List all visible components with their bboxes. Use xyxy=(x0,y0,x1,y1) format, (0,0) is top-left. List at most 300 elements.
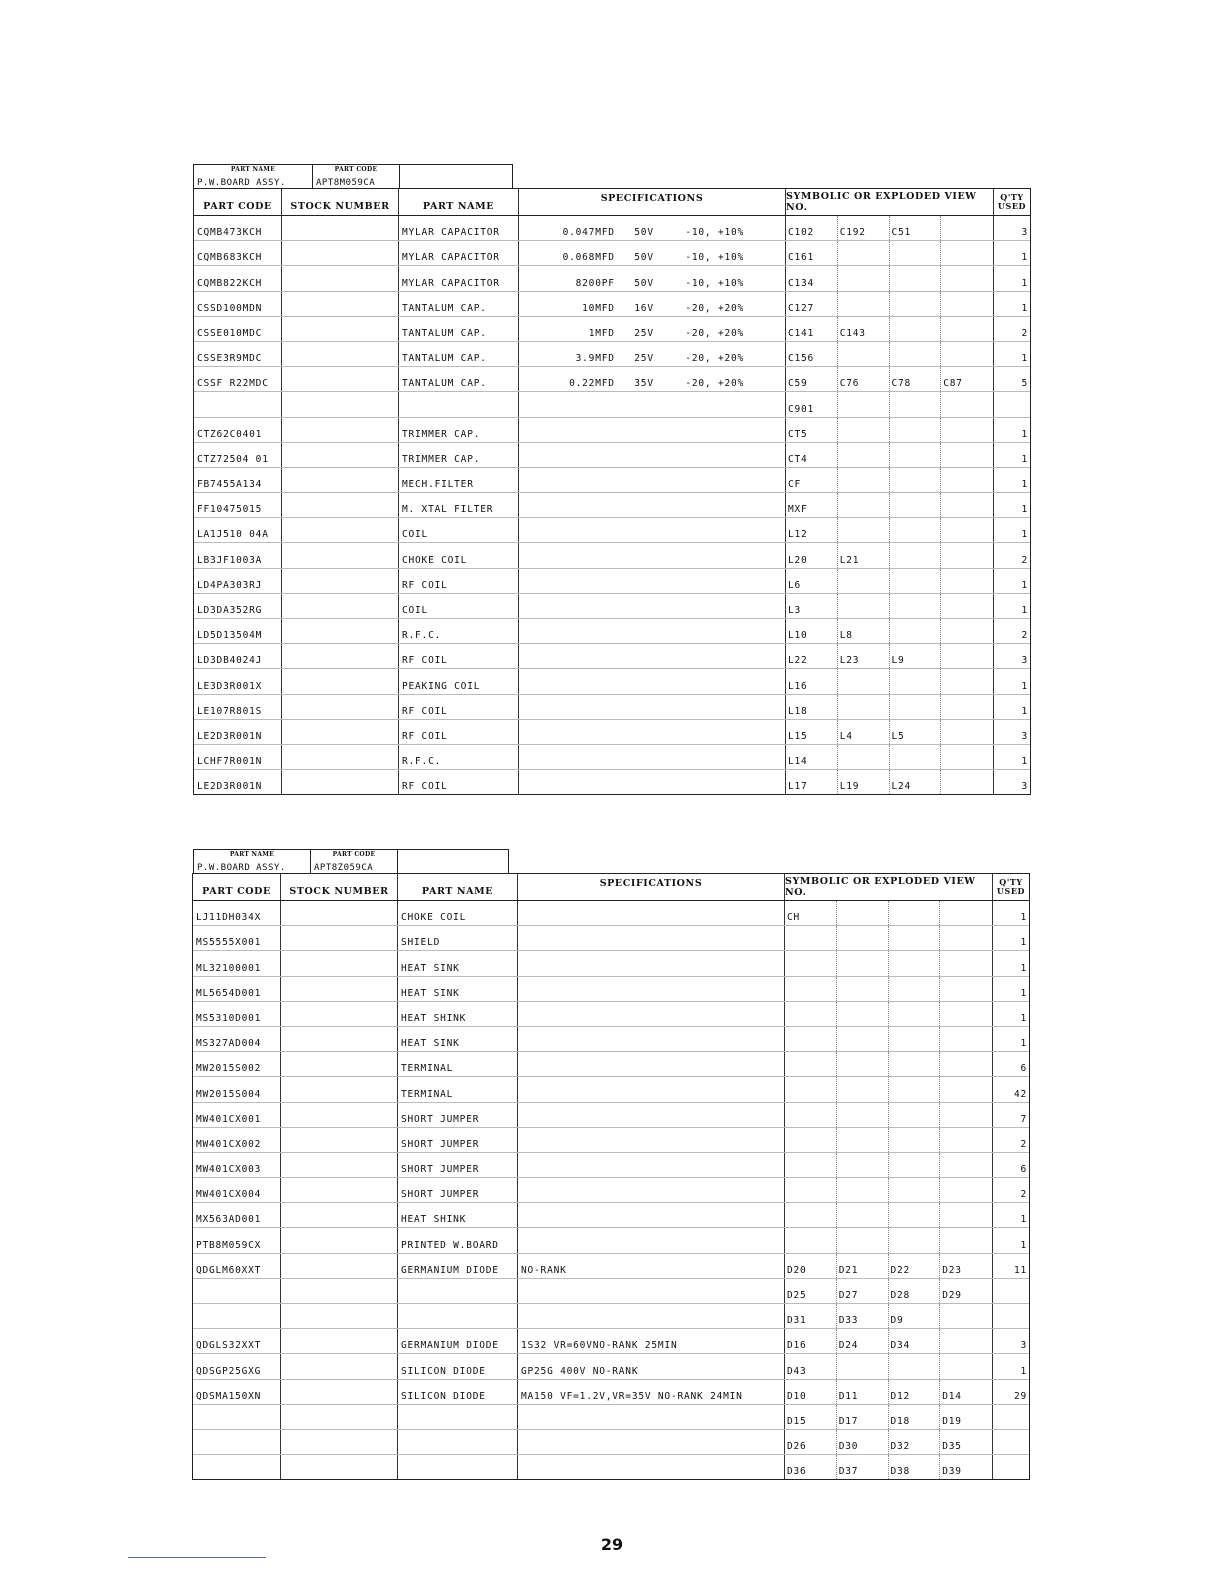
part-name-cell: M. XTAL FILTER xyxy=(399,493,519,517)
symbolic-cell xyxy=(786,216,994,240)
assy-part-name: P.W.BOARD ASSY. xyxy=(197,178,286,188)
symbol-group xyxy=(785,1052,992,1076)
specification-cell xyxy=(518,1354,785,1378)
stock-number-cell xyxy=(282,241,399,265)
symbol-ref xyxy=(889,1103,941,1127)
symbol-ref xyxy=(785,1052,837,1076)
stock-number-cell xyxy=(282,518,399,542)
table-row xyxy=(193,1178,1029,1203)
table-row xyxy=(194,317,1030,342)
specification-cell xyxy=(518,1002,785,1026)
part-code-cell: LE107R801S xyxy=(194,695,282,719)
spec-part: -20, +20% xyxy=(685,302,745,314)
symbol-ref xyxy=(889,1228,941,1252)
symbol-ref xyxy=(941,619,993,643)
symbol-ref xyxy=(940,1128,992,1152)
part-name-cell: HEAT SINK xyxy=(398,951,518,975)
col-part-name: PART NAME xyxy=(398,874,518,900)
table-row xyxy=(193,1279,1029,1304)
part-code-cell: ML32100001 xyxy=(193,951,281,975)
symbolic-cell xyxy=(786,493,994,517)
table-row xyxy=(193,1304,1029,1329)
part-code-cell: CQMB822KCH xyxy=(194,266,282,290)
spec-part: 25V xyxy=(634,353,654,365)
part-name-cell: HEAT SHINK xyxy=(398,1203,518,1227)
stock-number-cell xyxy=(281,1203,398,1227)
specification-cell xyxy=(519,317,786,341)
symbolic-cell xyxy=(786,594,994,618)
specification-cell xyxy=(519,216,786,240)
qty-cell xyxy=(993,1279,1029,1303)
specification-cell xyxy=(518,1027,785,1051)
stock-number-cell xyxy=(281,1405,398,1429)
symbolic-cell xyxy=(786,392,994,416)
specification-cell xyxy=(518,1228,785,1252)
stock-number-cell xyxy=(281,1153,398,1177)
symbol-ref: L4 xyxy=(838,720,890,744)
symbolic-cell xyxy=(785,901,993,925)
qty-cell: 6 xyxy=(1020,1164,1027,1176)
assy-header-2 xyxy=(193,849,509,874)
specification-cell xyxy=(518,977,785,1001)
part-name-cell: CHOKE COIL xyxy=(398,901,518,925)
symbol-ref: C134 xyxy=(786,266,838,290)
part-code-cell: MW401CX001 xyxy=(193,1103,281,1127)
qty-cell: 11 xyxy=(1013,1264,1027,1276)
qty-cell: 1 xyxy=(1021,579,1028,591)
symbol-ref xyxy=(837,1178,889,1202)
symbolic-cell xyxy=(786,292,994,316)
qty-cell: 1 xyxy=(1021,529,1028,541)
spec-part: -10, +10% xyxy=(685,227,745,239)
symbol-group xyxy=(786,669,993,693)
qty-cell: 42 xyxy=(1013,1088,1027,1100)
qty-cell: 3 xyxy=(1021,730,1028,742)
spec-part: 1MFD xyxy=(588,327,615,339)
part-code-label: PART CODE xyxy=(334,166,378,173)
symbol-ref xyxy=(837,901,889,925)
symbol-ref: D38 xyxy=(889,1455,941,1479)
part-name-cell: HEAT SHINK xyxy=(398,1002,518,1026)
symbol-ref: D21 xyxy=(837,1254,889,1278)
specification-cell xyxy=(518,1279,785,1303)
symbol-ref xyxy=(941,518,993,542)
symbol-group xyxy=(786,518,993,542)
symbol-ref xyxy=(941,392,993,416)
symbolic-cell xyxy=(785,926,993,950)
symbol-ref xyxy=(941,216,993,240)
part-code-cell: QDGLS32XXT xyxy=(193,1329,281,1353)
col-qty-line1: Q'TY xyxy=(1000,192,1024,202)
table-row xyxy=(194,292,1030,317)
specification-cell xyxy=(519,745,786,769)
symbol-ref: C51 xyxy=(890,216,942,240)
symbol-group xyxy=(785,1002,992,1026)
symbol-group xyxy=(786,569,993,593)
symbol-ref xyxy=(837,1128,889,1152)
symbol-ref: D12 xyxy=(889,1380,941,1404)
symbolic-cell xyxy=(785,1178,993,1202)
symbol-group xyxy=(786,342,993,366)
symbol-ref xyxy=(889,926,941,950)
symbol-ref xyxy=(940,1228,992,1252)
symbolic-cell xyxy=(785,1203,993,1227)
symbol-group xyxy=(786,745,993,769)
stock-number-cell xyxy=(282,468,399,492)
symbol-ref: D10 xyxy=(785,1380,837,1404)
qty-cell: 1 xyxy=(1020,962,1027,974)
part-name-cell: RF COIL xyxy=(399,695,519,719)
specification-cell xyxy=(519,695,786,719)
symbol-ref xyxy=(940,1052,992,1076)
symbolic-cell xyxy=(785,1304,993,1328)
qty-cell: 2 xyxy=(1020,1138,1027,1150)
page-number: 29 xyxy=(600,1535,624,1554)
col-qty-line2: USED xyxy=(997,201,1027,211)
qty-cell: 1 xyxy=(1021,479,1028,491)
symbolic-cell xyxy=(786,543,994,567)
symbolic-cell xyxy=(786,342,994,366)
part-name-cell: TANTALUM CAP. xyxy=(399,367,519,391)
table-row xyxy=(193,1077,1029,1102)
qty-cell: 1 xyxy=(1020,987,1027,999)
symbol-group xyxy=(785,1228,992,1252)
stock-number-cell xyxy=(282,669,399,693)
qty-cell: 2 xyxy=(1021,630,1028,642)
symbol-group xyxy=(785,1380,992,1404)
symbol-ref xyxy=(940,901,992,925)
symbol-ref xyxy=(838,418,890,442)
table-row xyxy=(194,443,1030,468)
specification-cell xyxy=(519,266,786,290)
spec-text: NO-RANK xyxy=(521,1264,567,1276)
qty-cell: 1 xyxy=(1021,504,1028,516)
qty-cell: 1 xyxy=(1020,1365,1027,1377)
symbol-ref xyxy=(941,695,993,719)
symbol-ref: D36 xyxy=(785,1455,837,1479)
symbol-group xyxy=(785,1077,992,1101)
qty-cell: 1 xyxy=(1021,705,1028,717)
part-code-cell: LB3JF1003A xyxy=(194,543,282,567)
table-row xyxy=(194,266,1030,291)
symbol-ref: C143 xyxy=(838,317,890,341)
specification-cell xyxy=(518,1103,785,1127)
spec-text: GP25G 400V NO-RANK xyxy=(521,1365,639,1377)
part-name-cell: RF COIL xyxy=(399,770,519,794)
specification-cell xyxy=(519,543,786,567)
symbol-ref xyxy=(941,720,993,744)
part-code-cell xyxy=(193,1455,281,1479)
stock-number-cell xyxy=(282,392,399,416)
qty-cell: 6 xyxy=(1020,1063,1027,1075)
part-code-cell: LD3DA352RG xyxy=(194,594,282,618)
specification-cell xyxy=(518,1405,785,1429)
symbol-ref xyxy=(940,1329,992,1353)
symbolic-cell xyxy=(786,266,994,290)
table-row xyxy=(193,1380,1029,1405)
symbol-ref: D31 xyxy=(785,1304,837,1328)
symbol-ref: CT5 xyxy=(786,418,838,442)
table-row xyxy=(193,1002,1029,1027)
symbol-ref xyxy=(785,951,837,975)
symbolic-cell xyxy=(786,367,994,391)
symbolic-cell xyxy=(785,1228,993,1252)
symbol-ref xyxy=(890,342,942,366)
symbol-group xyxy=(785,901,992,925)
symbol-ref xyxy=(837,977,889,1001)
symbol-ref xyxy=(941,241,993,265)
table-row xyxy=(193,1128,1029,1153)
part-code-cell: MX563AD001 xyxy=(193,1203,281,1227)
spec-part: -20, +20% xyxy=(685,327,745,339)
symbol-group xyxy=(786,392,993,416)
part-code-cell: QDSMA150XN xyxy=(193,1380,281,1404)
symbol-ref xyxy=(941,266,993,290)
symbol-ref xyxy=(785,1228,837,1252)
table-row xyxy=(193,1354,1029,1379)
symbol-ref xyxy=(890,594,942,618)
symbol-group xyxy=(786,367,993,391)
symbolic-cell xyxy=(785,1103,993,1127)
symbol-group xyxy=(786,619,993,643)
qty-cell xyxy=(993,1304,1029,1328)
part-name-cell: MYLAR CAPACITOR xyxy=(399,241,519,265)
col-qty-line1: Q'TY xyxy=(999,877,1023,887)
symbolic-cell xyxy=(786,468,994,492)
part-code-cell: MW401CX002 xyxy=(193,1128,281,1152)
part-name-cell xyxy=(398,1405,518,1429)
qty-cell: 1 xyxy=(1020,1239,1027,1251)
parts-grid-2 xyxy=(192,873,1030,1480)
qty-cell: 2 xyxy=(1020,1189,1027,1201)
stock-number-cell xyxy=(282,695,399,719)
symbol-ref xyxy=(941,644,993,668)
part-name-cell: MYLAR CAPACITOR xyxy=(399,216,519,240)
specification-cell xyxy=(518,1254,785,1278)
symbol-ref: C161 xyxy=(786,241,838,265)
symbol-ref: L9 xyxy=(890,644,942,668)
symbolic-cell xyxy=(786,317,994,341)
symbol-group xyxy=(786,770,993,794)
symbolic-cell xyxy=(785,1380,993,1404)
symbol-ref xyxy=(889,901,941,925)
symbol-ref: D30 xyxy=(837,1430,889,1454)
symbol-group xyxy=(786,266,993,290)
symbol-ref xyxy=(889,951,941,975)
symbol-ref: L14 xyxy=(786,745,838,769)
qty-cell xyxy=(993,1430,1029,1454)
specification-cell xyxy=(519,619,786,643)
symbol-ref xyxy=(785,1128,837,1152)
part-name-cell: SHORT JUMPER xyxy=(398,1103,518,1127)
part-code-cell: LD3DB4024J xyxy=(194,644,282,668)
part-name-cell: MYLAR CAPACITOR xyxy=(399,266,519,290)
table-row xyxy=(193,1455,1029,1479)
specification-cell xyxy=(518,1153,785,1177)
symbol-ref xyxy=(838,266,890,290)
part-code-cell: LE2D3R001N xyxy=(194,720,282,744)
specification-cell xyxy=(519,418,786,442)
part-name-cell: TANTALUM CAP. xyxy=(399,317,519,341)
spec-part: -20, +20% xyxy=(685,378,745,390)
symbol-ref xyxy=(940,977,992,1001)
symbol-ref xyxy=(837,1103,889,1127)
symbol-ref xyxy=(838,518,890,542)
symbol-ref: L19 xyxy=(838,770,890,794)
symbol-ref xyxy=(940,1178,992,1202)
part-code-cell xyxy=(194,392,282,416)
specification-cell xyxy=(518,1455,785,1479)
table-row xyxy=(194,392,1030,417)
stock-number-cell xyxy=(281,1304,398,1328)
rows-1 xyxy=(194,216,1030,794)
symbol-ref: L12 xyxy=(786,518,838,542)
specification-cell xyxy=(519,569,786,593)
qty-cell: 2 xyxy=(1021,554,1028,566)
symbol-group xyxy=(785,1027,992,1051)
table-row xyxy=(193,977,1029,1002)
qty-cell: 1 xyxy=(1020,912,1027,924)
symbol-ref: C102 xyxy=(786,216,838,240)
qty-cell: 7 xyxy=(1020,1113,1027,1125)
part-code-cell: CSSE010MDC xyxy=(194,317,282,341)
symbol-ref xyxy=(940,1027,992,1051)
specification-cell xyxy=(518,1304,785,1328)
part-code-cell: MS327AD004 xyxy=(193,1027,281,1051)
symbol-group xyxy=(786,695,993,719)
symbol-group xyxy=(785,951,992,975)
col-part-name: PART NAME xyxy=(399,189,519,215)
symbol-ref: C192 xyxy=(838,216,890,240)
stock-number-cell xyxy=(281,1380,398,1404)
symbol-ref xyxy=(890,392,942,416)
symbol-ref: D14 xyxy=(942,1390,962,1402)
symbol-ref: MXF xyxy=(786,493,838,517)
specification-cell xyxy=(519,770,786,794)
table-row xyxy=(194,216,1030,241)
stock-number-cell xyxy=(281,1455,398,1479)
symbol-ref: D29 xyxy=(942,1290,962,1301)
part-name-cell xyxy=(398,1455,518,1479)
symbol-ref xyxy=(890,493,942,517)
symbol-ref: D18 xyxy=(889,1405,941,1429)
part-name-cell: TERMINAL xyxy=(398,1052,518,1076)
symbol-group xyxy=(785,977,992,1001)
part-name-cell xyxy=(399,392,519,416)
symbol-group xyxy=(786,317,993,341)
symbol-ref xyxy=(785,1103,837,1127)
symbolic-cell xyxy=(785,1128,993,1152)
symbol-group xyxy=(786,543,993,567)
part-name-cell xyxy=(398,1304,518,1328)
symbol-ref xyxy=(838,443,890,467)
part-code-cell: LE2D3R001N xyxy=(194,770,282,794)
symbol-ref: L15 xyxy=(786,720,838,744)
symbol-ref xyxy=(890,669,942,693)
symbol-group xyxy=(786,418,993,442)
stock-number-cell xyxy=(282,418,399,442)
qty-cell: 1 xyxy=(1020,1038,1027,1050)
table-row xyxy=(193,1027,1029,1052)
column-header-row xyxy=(193,874,1029,901)
symbol-ref: C156 xyxy=(786,342,838,366)
part-name-cell: R.F.C. xyxy=(399,619,519,643)
stock-number-cell xyxy=(281,1254,398,1278)
symbol-group xyxy=(785,1203,992,1227)
stock-number-cell xyxy=(282,720,399,744)
symbol-ref xyxy=(940,951,992,975)
symbolic-cell xyxy=(786,518,994,542)
symbol-group xyxy=(785,1405,992,1429)
qty-cell: 3 xyxy=(1021,655,1028,667)
col-part-code: PART CODE xyxy=(193,874,281,900)
spec-part: 25V xyxy=(634,327,654,339)
stock-number-cell xyxy=(281,1077,398,1101)
part-name-cell: TRIMMER CAP. xyxy=(399,443,519,467)
symbol-group xyxy=(785,1103,992,1127)
symbol-ref: C87 xyxy=(943,378,963,390)
part-name-cell: RF COIL xyxy=(399,644,519,668)
stock-number-cell xyxy=(282,594,399,618)
stock-number-cell xyxy=(282,770,399,794)
stock-number-cell xyxy=(281,1103,398,1127)
symbol-ref xyxy=(941,770,993,794)
symbol-group xyxy=(785,1279,992,1303)
part-code-cell xyxy=(193,1279,281,1303)
table-row xyxy=(194,367,1030,392)
spec-part: -10, +10% xyxy=(685,277,745,289)
part-name-cell: CHOKE COIL xyxy=(399,543,519,567)
symbol-ref: C901 xyxy=(786,392,838,416)
part-code-cell: MW2015S004 xyxy=(193,1077,281,1101)
symbol-ref xyxy=(889,1178,941,1202)
symbol-ref: L10 xyxy=(786,619,838,643)
table-row xyxy=(194,418,1030,443)
symbol-ref xyxy=(890,468,942,492)
symbol-ref xyxy=(890,619,942,643)
specification-cell xyxy=(519,367,786,391)
symbol-ref xyxy=(890,443,942,467)
table-row xyxy=(193,1052,1029,1077)
assy-part-name: P.W.BOARD ASSY. xyxy=(197,863,286,873)
symbol-ref xyxy=(837,926,889,950)
stock-number-cell xyxy=(282,266,399,290)
symbolic-cell xyxy=(785,1077,993,1101)
symbol-ref xyxy=(889,1077,941,1101)
symbol-group xyxy=(786,241,993,265)
symbol-group xyxy=(785,1128,992,1152)
table-row xyxy=(194,720,1030,745)
part-code-cell: CSSD100MDN xyxy=(194,292,282,316)
symbol-ref xyxy=(941,342,993,366)
part-code-cell: LJ11DH034X xyxy=(193,901,281,925)
symbol-group xyxy=(785,1304,992,1328)
symbol-ref xyxy=(785,977,837,1001)
symbol-ref xyxy=(837,1354,889,1378)
table-row xyxy=(193,1254,1029,1279)
col-part-code: PART CODE xyxy=(194,189,282,215)
parts-grid-1 xyxy=(193,188,1031,795)
qty-cell: 3 xyxy=(1021,227,1028,239)
symbol-ref: L5 xyxy=(890,720,942,744)
spec-part: 0.047MFD xyxy=(562,227,615,239)
symbol-ref: C127 xyxy=(786,292,838,316)
specification-cell xyxy=(518,1077,785,1101)
table-row xyxy=(194,770,1030,794)
symbol-ref xyxy=(890,317,942,341)
part-name-cell: COIL xyxy=(399,594,519,618)
spec-part: -20, +20% xyxy=(685,353,745,365)
